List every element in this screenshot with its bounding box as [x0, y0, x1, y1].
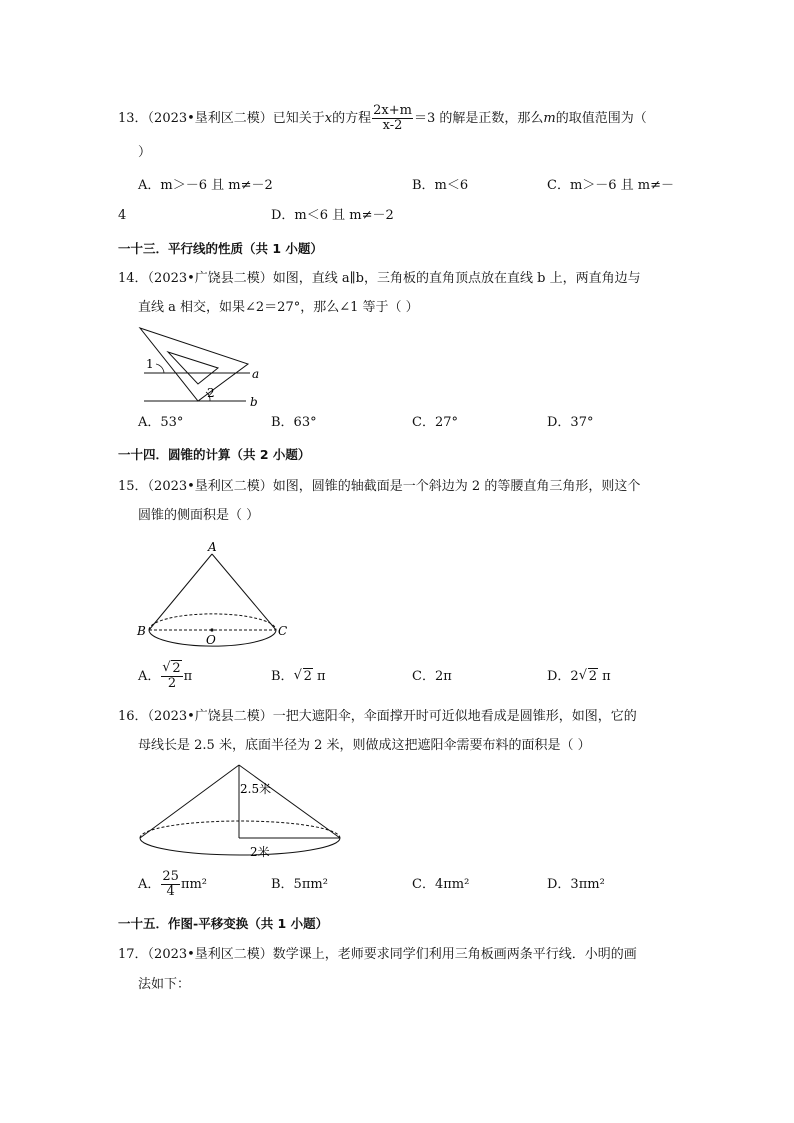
q15-line-2: 圆锥的侧面积是（ ） [138, 508, 260, 523]
q15-option-a [138, 662, 192, 691]
q16-line-2: 母线长是 2.5 米，底面半径为 2 米，则做成这把遮阳伞需要布料的面积是（ ） [138, 738, 591, 753]
umbrella-base-back [140, 821, 340, 838]
q16-option-c: C．4πm² [412, 877, 470, 892]
cone-side-left [149, 554, 212, 630]
q15-option-d-pi: π [602, 669, 611, 684]
q14-option-d: D．37° [547, 415, 594, 430]
q16-option-b: B．5πm² [271, 877, 328, 892]
q14-line-1: 14．（2023•广饶县二模）如图，直线 a∥b，三角板的直角顶点放在直线 b 上，两直角边与 [118, 271, 641, 286]
q15-option-b-pi: π [316, 669, 326, 684]
q13-option-b: B．m＜6 [412, 178, 469, 193]
q14-option-a: A．53° [138, 415, 184, 430]
q15-option-a-label: A． [138, 669, 161, 684]
q13-option-a: A．m＞－6 且 m≠－2 [138, 178, 273, 193]
q14-option-c: C．27° [412, 415, 458, 430]
triangle-outer [140, 328, 248, 401]
q15-option-d-radicand: 2 [588, 669, 597, 684]
q13-fraction-denominator: x-2 [382, 118, 403, 133]
umbrella-side-left [140, 765, 239, 838]
q15-option-a-fraction [161, 662, 182, 691]
label-o: O [206, 633, 216, 647]
q13-option-c-wrap: 4 [118, 208, 127, 223]
q15-option-a-pi: π [183, 669, 193, 684]
q13-close-paren: ） [138, 145, 152, 160]
q15-option-b-radicand: 2 [303, 669, 312, 684]
umbrella-base-front [140, 838, 340, 855]
section-heading-14: 一十四．圆锥的计算（共 2 小题） [118, 447, 311, 462]
q13-stem-post: ＝3 的解是正数，那么 [413, 111, 544, 126]
q15-option-c: C．2π [412, 669, 452, 684]
umbrella-side-right [239, 765, 340, 838]
q15-option-a-numerator [161, 662, 182, 677]
section-heading-15: 一十五．作图-平移变换（共 1 小题） [118, 916, 329, 931]
q15-figure [134, 538, 294, 650]
q13-var-x: x [324, 111, 333, 126]
q13-option-d: D．m＜6 且 m≠－2 [271, 208, 394, 223]
q17-line-2: 法如下： [138, 977, 191, 992]
q13-var-m: m [543, 111, 556, 126]
center-point-o [210, 628, 213, 631]
q15-option-a-denominator: 2 [167, 676, 177, 691]
q13-stem-prefix: 13．（2023•垦利区二模）已知关于 [118, 111, 325, 126]
q14-figure [138, 326, 268, 410]
q16-option-a-label: A． [138, 877, 161, 892]
q16-option-d: D．3πm² [547, 877, 605, 892]
triangle-inner [168, 352, 218, 384]
q16-option-a-numerator: 25 [162, 869, 179, 884]
q14-option-b: B．63° [271, 415, 317, 430]
label-c: C [278, 624, 288, 638]
label-angle-1: 1 [146, 357, 154, 371]
q13-stem [118, 104, 647, 133]
q13-fraction-numerator: 2x+m [373, 103, 412, 118]
cone-side-right [212, 554, 276, 630]
q14-line-2: 直线 a 相交，如果∠2＝27°，那么∠1 等于（ ） [138, 300, 419, 315]
label-line-b: b [250, 395, 258, 409]
q13-fraction [372, 104, 413, 133]
q15-line-1: 15．（2023•垦利区二模）如图，圆锥的轴截面是一个斜边为 2 的等腰直角三角形，则这个 [118, 479, 641, 494]
label-angle-2: 2 [207, 386, 215, 400]
q16-option-a-denominator: 4 [166, 884, 175, 899]
q16-option-a [138, 870, 207, 899]
label-line-a: a [252, 367, 260, 381]
q15-option-a-radicand: 2 [172, 661, 181, 676]
q13-option-c: C．m＞－6 且 m≠－ [547, 178, 675, 193]
q13-stem-end: 的取值范围为（ [555, 111, 647, 126]
q16-figure [134, 760, 348, 864]
q15-option-b-label: B． [271, 669, 294, 684]
q15-option-d-label: D．2 [547, 669, 579, 684]
label-radius: 2米 [250, 845, 270, 859]
q16-option-a-fraction [161, 870, 180, 899]
q15-option-b [271, 668, 326, 686]
label-b: B [137, 624, 146, 638]
q15-option-d [547, 668, 611, 686]
section-heading-13: 一十三．平行线的性质（共 1 小题） [118, 241, 323, 256]
label-slant-length: 2.5米 [240, 782, 272, 796]
q16-option-a-unit: πm² [180, 877, 208, 892]
base-back-arc [149, 614, 276, 630]
angle-1-arc [156, 364, 164, 373]
label-a: A [208, 540, 217, 554]
q17-line-1: 17．（2023•垦利区二模）数学课上，老师要求同学们利用三角板画两条平行线．小明的画 [118, 947, 637, 962]
q16-line-1: 16．（2023•广饶县二模）一把大遮阳伞，伞面撑开时可近似地看成是圆锥形，如图，它的 [118, 709, 637, 724]
q13-stem-middle: 的方程 [332, 111, 372, 126]
